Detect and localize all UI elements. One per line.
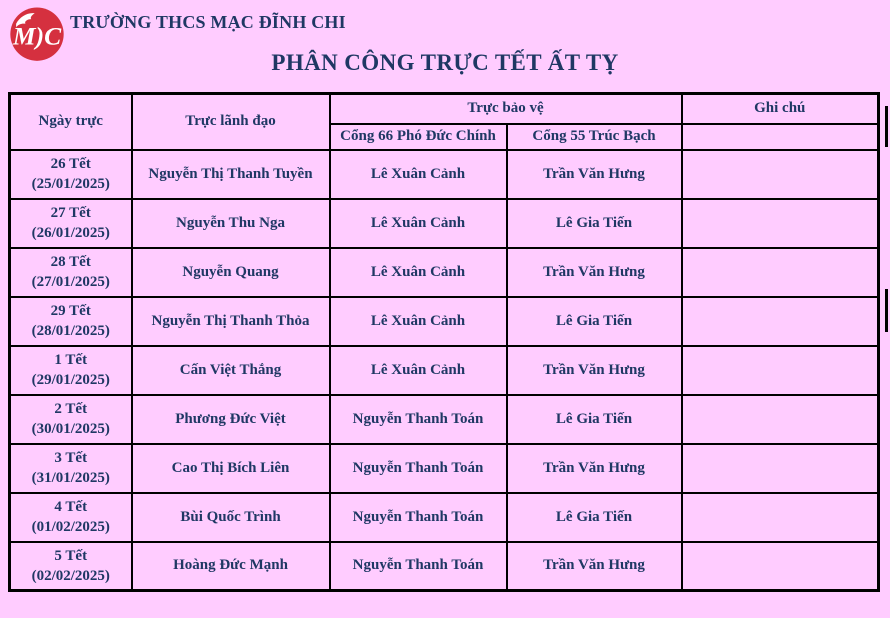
- leader-cell: Nguyễn Quang: [132, 248, 330, 297]
- col-header-date: Ngày trực: [10, 94, 132, 150]
- duty-schedule-table: [8, 92, 880, 592]
- table-row: [10, 444, 879, 493]
- notes-cell: [682, 542, 879, 591]
- date-label: (02/02/2025): [31, 567, 110, 584]
- day-label: 28 Tết: [50, 253, 91, 270]
- col-header-leader: Trực lãnh đạo: [132, 94, 330, 150]
- date-cell: [10, 346, 132, 395]
- gate66-cell: Lê Xuân Cảnh: [330, 346, 507, 395]
- gate55-cell: Lê Gia Tiến: [507, 199, 682, 248]
- day-label: 2 Tết: [54, 400, 88, 417]
- day-label: 3 Tết: [54, 449, 88, 466]
- gate66-cell: Nguyễn Thanh Toán: [330, 542, 507, 591]
- date-cell: [10, 150, 132, 199]
- leader-cell: Cao Thị Bích Liên: [132, 444, 330, 493]
- right-edge-table-fragment: [885, 289, 888, 332]
- notes-cell: [682, 444, 879, 493]
- header-row-1: [10, 94, 879, 124]
- date-label: (29/01/2025): [31, 372, 110, 388]
- table-row: [10, 248, 879, 297]
- gate66-cell: Lê Xuân Cảnh: [330, 248, 507, 297]
- day-label: 26 Tết: [50, 155, 91, 172]
- leader-cell: Nguyễn Thị Thanh Thỏa: [132, 297, 330, 346]
- notes-cell: [682, 150, 879, 199]
- col-header-gate66: Cổng 66 Phó Đức Chính: [330, 124, 507, 150]
- notes-cell: [682, 297, 879, 346]
- date-cell: [10, 542, 132, 591]
- gate55-cell: Trần Văn Hưng: [507, 248, 682, 297]
- gate66-cell: Nguyễn Thanh Toán: [330, 395, 507, 444]
- date-cell: [10, 297, 132, 346]
- gate55-cell: Trần Văn Hưng: [507, 150, 682, 199]
- col-header-notes: Ghi chú: [682, 94, 879, 124]
- date-cell: [10, 493, 132, 542]
- date-label: (28/01/2025): [31, 323, 110, 339]
- date-cell: [10, 444, 132, 493]
- day-label: 29 Tết: [50, 302, 91, 319]
- day-label: 5 Tết: [54, 547, 88, 564]
- notes-cell: [682, 493, 879, 542]
- logo-text: M)C: [12, 21, 62, 51]
- gate55-cell: Lê Gia Tiến: [507, 297, 682, 346]
- leader-cell: Phương Đức Việt: [132, 395, 330, 444]
- date-cell: [10, 199, 132, 248]
- col-header-notes-empty: [682, 124, 879, 150]
- table-row: [10, 493, 879, 542]
- date-label: (27/01/2025): [31, 274, 110, 290]
- date-cell: [10, 248, 132, 297]
- leader-cell: Nguyễn Thu Nga: [132, 199, 330, 248]
- gate55-cell: Trần Văn Hưng: [507, 444, 682, 493]
- leader-cell: Cấn Việt Thắng: [132, 346, 330, 395]
- table-row: [10, 542, 879, 591]
- right-edge-table-fragment: [885, 106, 888, 147]
- col-header-security: Trực bảo vệ: [330, 94, 682, 124]
- page-title: PHÂN CÔNG TRỰC TẾT ẤT TỴ: [271, 50, 619, 75]
- notes-cell: [682, 248, 879, 297]
- leader-cell: Nguyễn Thị Thanh Tuyền: [132, 150, 330, 199]
- date-label: (01/02/2025): [31, 519, 110, 535]
- gate66-cell: Nguyễn Thanh Toán: [330, 444, 507, 493]
- date-label: (31/01/2025): [31, 470, 110, 486]
- leader-cell: Bùi Quốc Trình: [132, 493, 330, 542]
- table-row: [10, 199, 879, 248]
- gate55-cell: Lê Gia Tiến: [507, 493, 682, 542]
- gate66-cell: Lê Xuân Cảnh: [330, 150, 507, 199]
- notes-cell: [682, 199, 879, 248]
- leader-cell: Hoàng Đức Mạnh: [132, 542, 330, 591]
- table-row: [10, 150, 879, 199]
- gate55-cell: Lê Gia Tiến: [507, 395, 682, 444]
- date-cell: [10, 395, 132, 444]
- day-label: 1 Tết: [54, 351, 88, 368]
- gate55-cell: Trần Văn Hưng: [507, 346, 682, 395]
- table-row: [10, 297, 879, 346]
- gate66-cell: Nguyễn Thanh Toán: [330, 493, 507, 542]
- day-label: 4 Tết: [54, 498, 88, 515]
- gate66-cell: Lê Xuân Cảnh: [330, 199, 507, 248]
- date-label: (25/01/2025): [31, 176, 110, 192]
- date-label: (30/01/2025): [31, 421, 110, 437]
- table-row: [10, 395, 879, 444]
- col-header-gate55: Cổng 55 Trúc Bạch: [507, 124, 682, 150]
- notes-cell: [682, 346, 879, 395]
- gate55-cell: Trần Văn Hưng: [507, 542, 682, 591]
- notes-cell: [682, 395, 879, 444]
- day-label: 27 Tết: [50, 204, 91, 221]
- school-name: TRƯỜNG THCS MẠC ĐĨNH CHI: [70, 12, 346, 32]
- table-row: [10, 346, 879, 395]
- date-label: (26/01/2025): [31, 225, 110, 241]
- gate66-cell: Lê Xuân Cảnh: [330, 297, 507, 346]
